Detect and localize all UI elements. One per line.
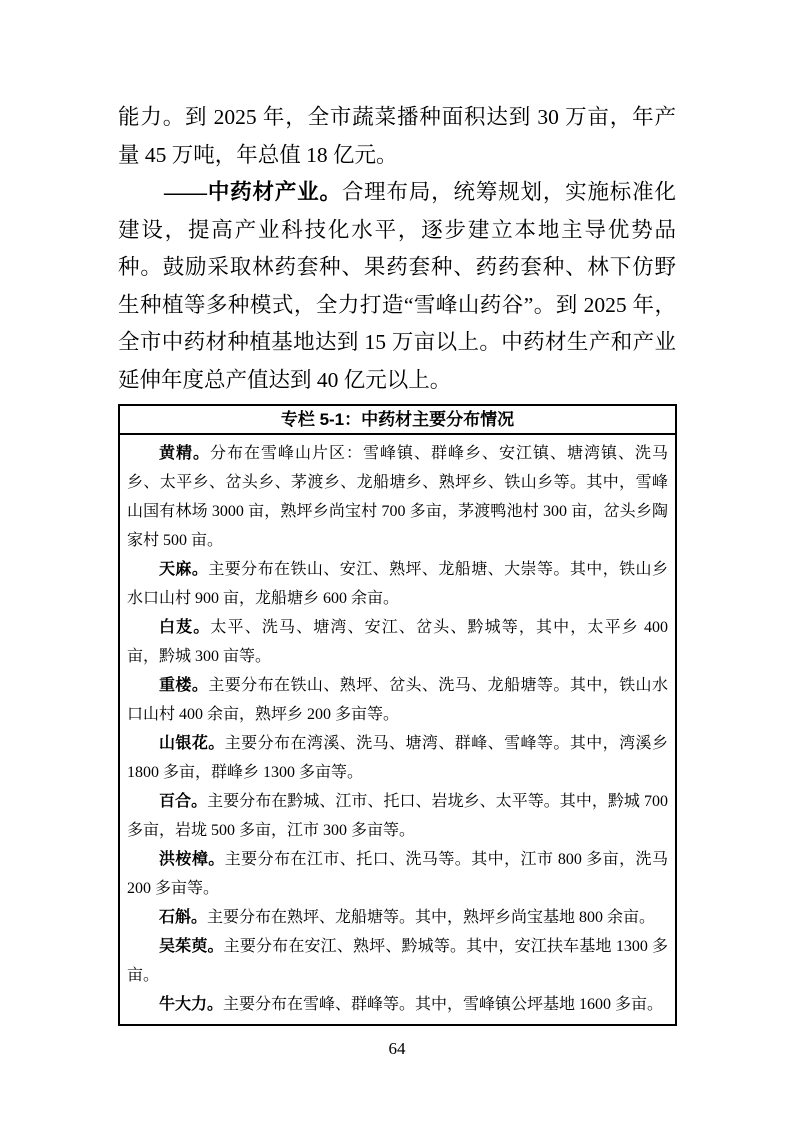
entry-shihu bbox=[127, 903, 668, 932]
entry-text: 主要分布在熟坪、龙船塘等。其中，熟坪乡尚宝基地 800 余亩。 bbox=[207, 909, 656, 926]
entry-baiji bbox=[127, 613, 668, 671]
entry-huangjing bbox=[127, 439, 668, 555]
entry-name: 百合。 bbox=[159, 793, 208, 810]
entry-text: 主要分布在铁山、安江、熟坪、龙船塘、大崇等。其中，铁山乡水口山村 900 亩，龙船塘乡 600 余亩。 bbox=[127, 561, 668, 607]
paragraph-tcm-industry bbox=[118, 174, 676, 399]
entry-name: 洪桉樟。 bbox=[159, 851, 225, 868]
entry-niudali bbox=[127, 990, 668, 1019]
entry-text: 太平、洗马、塘湾、安江、岔头、黔城等，其中，太平乡 400 亩，黔城 300 亩等。 bbox=[127, 619, 668, 665]
entry-name: 石斛。 bbox=[159, 909, 208, 926]
entry-honganzhang bbox=[127, 845, 668, 903]
entry-shanyinhua bbox=[127, 729, 668, 787]
entry-name: 天麻。 bbox=[159, 561, 209, 578]
entry-text: 主要分布在铁山、熟坪、岔头、洗马、龙船塘等。其中，铁山水口山村 400 余亩，熟坪乡 200 多亩等。 bbox=[127, 677, 668, 723]
entry-chonglou bbox=[127, 671, 668, 729]
entry-wuzhuyu bbox=[127, 932, 668, 990]
entry-name: 山银花。 bbox=[159, 735, 225, 752]
entry-name: 白芨。 bbox=[159, 619, 211, 636]
entry-name: 吴茱萸。 bbox=[159, 938, 224, 955]
entry-text: 主要分布在江市、托口、洗马等。其中，江市 800 多亩，洗马 200 多亩等。 bbox=[127, 851, 668, 897]
box-body bbox=[120, 435, 675, 1024]
entry-baihe bbox=[127, 787, 668, 845]
paragraph-text: 能力。到 2025 年，全市蔬菜播种面积达到 30 万亩，年产量 45 万吨，年总值 18 亿元。 bbox=[118, 105, 676, 167]
entry-text: 主要分布在雪峰、群峰等。其中，雪峰镇公坪基地 1600 多亩。 bbox=[223, 996, 664, 1013]
box-title: 专栏 5-1：中药材主要分布情况 bbox=[120, 406, 675, 435]
paragraph-lead: ——中药材产业。 bbox=[164, 180, 342, 204]
entry-text: 主要分布在安江、熟坪、黔城等。其中，安江扶车基地 1300 多亩。 bbox=[127, 938, 668, 984]
entry-text: 主要分布在黔城、江市、托口、岩垅乡、太平等。其中，黔城 700 多亩，岩垅 500 多亩，江市 300 多亩等。 bbox=[127, 793, 668, 839]
entry-text: 分布在雪峰山片区：雪峰镇、群峰乡、安江镇、塘湾镇、洗马乡、太平乡、岔头乡、茅渡乡、龙船塘乡、熟坪乡、铁山乡等。其中，雪峰山国有林场 3000 亩，熟坪乡尚宝村 700 多亩，茅渡鸭池村 300 亩，岔头乡陶家村 500 亩。 bbox=[127, 445, 668, 549]
entry-name: 牛大力。 bbox=[159, 996, 224, 1013]
paragraph-vegetable-industry bbox=[118, 99, 676, 174]
entry-name: 重楼。 bbox=[159, 677, 209, 694]
page-number: 64 bbox=[388, 1039, 406, 1058]
page-content bbox=[118, 99, 676, 1059]
entry-text: 主要分布在湾溪、洗马、塘湾、群峰、雪峰等。其中，湾溪乡 1800 多亩，群峰乡 1300 多亩等。 bbox=[127, 735, 668, 781]
entry-name: 黄精。 bbox=[159, 445, 210, 462]
entry-tianma bbox=[127, 555, 668, 613]
paragraph-text: 合理布局，统筹规划，实施标准化建设，提高产业科技化水平，逐步建立本地主导优势品种。鼓励采取林药套种、果药套种、药药套种、林下仿野生种植等多种模式，全力打造“雪峰山药谷”。到 2025 年，全市中药材种植基地达到 15 万亩以上。中药材生产和产业延伸年度总产值达到 40 亿元以上。 bbox=[118, 180, 676, 392]
info-box-column-5-1 bbox=[118, 404, 677, 1026]
